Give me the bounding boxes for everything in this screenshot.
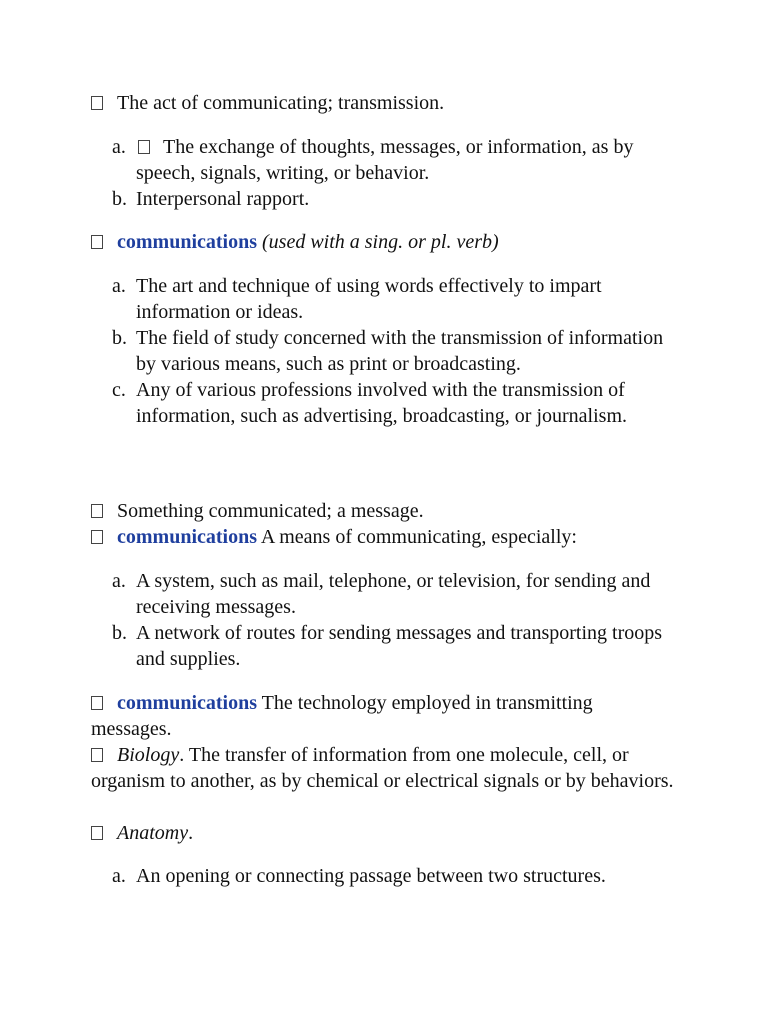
list-item [112, 863, 682, 889]
list-item-text: Interpersonal rapport. [136, 188, 310, 210]
list-item [112, 134, 682, 186]
list-item [112, 377, 682, 429]
list-item-text: A system, such as mail, telephone, or television, for sending and receiving messages. [136, 570, 651, 618]
bullet-box-icon [91, 504, 103, 518]
definition-5 [91, 690, 671, 742]
field-label-anatomy: Anatomy [117, 822, 189, 844]
list-item-text: The field of study concerned with the transmission of information by various means, such as print or broadcasting. [136, 327, 664, 375]
list-marker: a. [112, 136, 126, 158]
list-item-text: A network of routes for sending messages and transporting troops and supplies. [136, 622, 663, 670]
list-item-text: Any of various professions involved with the transmission of information, such as advertising, broadcasting, or journalism. [136, 379, 628, 427]
list-item [112, 273, 682, 325]
list-marker: a. [112, 865, 126, 887]
definition-6 [91, 742, 687, 794]
list-marker: b. [112, 622, 127, 644]
definition-7-text: . [188, 822, 194, 844]
list-item [112, 186, 682, 212]
definition-2-sublist [112, 273, 682, 429]
definition-3-text: Something communicated; a message. [117, 500, 424, 522]
bullet-box-icon [91, 96, 103, 110]
bullet-box-icon [91, 235, 103, 249]
list-marker: b. [112, 188, 127, 210]
definition-4-sublist [112, 568, 682, 672]
list-marker: a. [112, 570, 126, 592]
bullet-box-icon [91, 696, 103, 710]
definition-1-text: The act of communicating; transmission. [117, 92, 445, 114]
definition-1 [91, 90, 691, 116]
list-item [112, 568, 682, 620]
term-communications: communications [117, 231, 257, 253]
definition-7-sublist [112, 863, 682, 889]
list-item-text: The exchange of thoughts, messages, or information, as by speech, signals, writing, or behavior. [136, 136, 634, 184]
definition-2 [91, 229, 691, 255]
bullet-box-icon [91, 748, 103, 762]
usage-note: (used with a sing. or pl. verb) [262, 231, 499, 253]
term-communications: communications [117, 692, 257, 714]
field-label-biology: Biology [117, 744, 180, 766]
definition-7 [91, 820, 691, 846]
list-item [112, 620, 682, 672]
list-marker: c. [112, 379, 126, 401]
list-marker: a. [112, 275, 126, 297]
definition-4-text: A means of communicating, especially: [260, 526, 577, 548]
list-item-text: The art and technique of using words effectively to impart information or ideas. [136, 275, 602, 323]
definition-3 [91, 498, 691, 524]
term-communications: communications [117, 526, 257, 548]
bullet-box-icon [91, 530, 103, 544]
list-item [112, 325, 682, 377]
definition-6-text: . The transfer of information from one molecule, cell, or organism to another, as by chemical or electrical signals or by behaviors. [91, 744, 674, 792]
list-item-text: An opening or connecting passage between two structures. [136, 865, 606, 887]
definition-4 [91, 524, 691, 550]
definition-5-text: The technology employed in transmitting messages. [91, 692, 593, 740]
bullet-box-icon [138, 140, 150, 154]
list-marker: b. [112, 327, 127, 349]
definition-1-sublist [112, 134, 682, 212]
bullet-box-icon [91, 826, 103, 840]
